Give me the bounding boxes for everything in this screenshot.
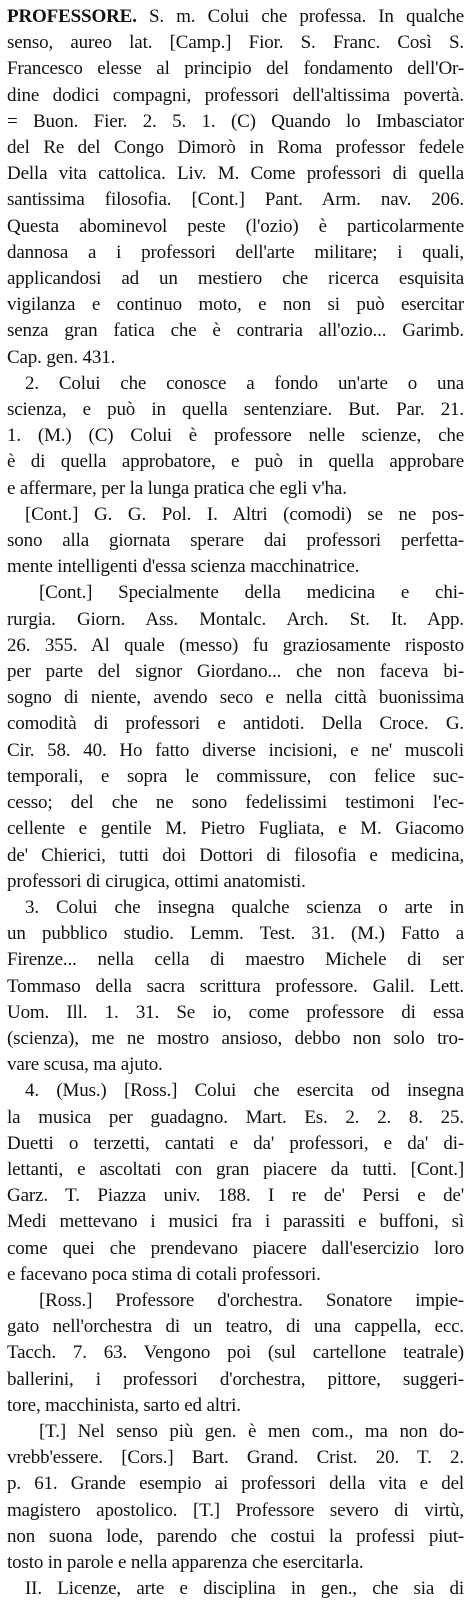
text-line — [7, 4, 464, 30]
text-line — [7, 1026, 464, 1052]
line-text: 26. 355. Al quale (messo) fu graziosamente risposto — [7, 634, 464, 656]
text-line — [7, 502, 464, 528]
text-line — [7, 318, 464, 344]
line-text: Francesco elesse al principio del fondamento dell'Or- — [7, 58, 464, 80]
line-text: Tommaso della sacra scrittura professore. Galil. Lett. — [7, 975, 464, 997]
text-line — [7, 161, 464, 187]
line-text: (scienza), me ne mostro ansioso, debbo non solo tro- — [7, 1027, 464, 1049]
text-line — [7, 974, 464, 1000]
line-text: senza gran fatica che è contraria all'ozio... Garimb. — [7, 320, 464, 342]
line-text: la musica per guadagno. Mart. Es. 2. 2. 8. 25. — [7, 1106, 464, 1128]
text-line — [7, 764, 464, 790]
line-text: Garz. T. Piazza univ. 188. I re de' Persi e de' — [7, 1185, 464, 1207]
line-text: vigilanza e continuo moto, e non si può esercitar — [7, 294, 464, 316]
text-line — [7, 1183, 464, 1209]
line-text: tosto in parole e nella apparenza che esercitarla. — [7, 1551, 364, 1573]
line-text: professori di cirugica, ottimi anatomisti. — [7, 870, 306, 892]
line-text: rurgia. Giorn. Ass. Montalc. Arch. St. It. App. — [7, 608, 464, 630]
line-text: Cap. gen. 431. — [7, 346, 116, 368]
text-line — [7, 266, 464, 292]
text-line — [7, 1498, 464, 1524]
line-text: lettanti, e ascoltati con gran piacere da tutti. [Cont.] — [7, 1158, 464, 1180]
text-line — [7, 371, 464, 397]
line-text: temporali, e sopra le commissure, con felice suc- — [7, 765, 464, 787]
text-line — [7, 685, 464, 711]
text-line — [7, 580, 464, 606]
line-text: sono alla giornata sperare dai professori perfetta- — [7, 530, 464, 552]
line-text: [Cont.] G. G. Pol. I. Altri (comodi) se ne pos- — [25, 503, 464, 525]
line-text: sogno di niente, avendo seco e nella città buonissima — [7, 687, 464, 709]
line-text: Cir. 58. 40. Ho fatto diverse incisioni, e ne' muscoli — [7, 739, 464, 761]
line-text: dine dodici compagni, professori dell'altissima povertà. — [7, 84, 464, 106]
line-text: Medi mettevano i musici fra i parassiti e buffoni, sì — [7, 1211, 464, 1233]
text-line — [7, 1157, 464, 1183]
text-line — [7, 214, 464, 240]
text-line — [7, 921, 464, 947]
line-text: 3. Colui che insegna qualche scienza o arte in — [25, 896, 464, 918]
line-text: del Re del Congo Dimorò in Roma professor fedele — [7, 137, 464, 159]
line-text: e affermare, per la lunga pratica che egli v'ha. — [7, 477, 347, 499]
text-line — [7, 1340, 464, 1366]
line-text: Firenze... nella cella di maestro Michele di ser — [7, 949, 464, 971]
line-text: cesso; del che ne sono fedelissimi testimoni l'ec- — [7, 792, 464, 814]
line-text: non suona lode, parendo che costui la professi piut- — [7, 1525, 464, 1547]
text-line — [7, 869, 464, 895]
text-line — [7, 1209, 464, 1235]
line-text: un pubblico studio. Lemm. Test. 31. (M.) Fatto a — [7, 923, 464, 945]
line-text: 2. Colui che conosce a fondo un'arte o una — [25, 372, 464, 394]
line-text: Questa abominevol peste (l'ozio) è particolarmente — [7, 215, 464, 237]
line-text: Tacch. 7. 63. Vengono poi (sul cartellone teatrale) — [7, 1342, 464, 1364]
line-text: de' Chierici, tutti doi Dottori di filosofia e medicina, — [7, 844, 464, 866]
line-text: mente intelligenti d'essa scienza macchinatrice. — [7, 556, 360, 578]
line-text: magistero apostolico. [T.] Professore severo di virtù, — [7, 1499, 464, 1521]
text-line — [7, 659, 464, 685]
entry-headword: PROFESSORE. — [7, 6, 137, 27]
line-text: = Buon. Fier. 2. 5. 1. (C) Quando lo Imbasciator — [7, 110, 464, 132]
text-line — [7, 738, 464, 764]
text-line — [7, 947, 464, 973]
text-line — [7, 1393, 464, 1419]
text-line — [7, 83, 464, 109]
text-line — [7, 345, 464, 371]
line-text: santissima filosofia. [Cont.] Pant. Arm. nav. 206. — [7, 189, 464, 211]
line-text: dannosa a i professori dell'arte militare; i quali, — [7, 241, 464, 263]
line-text: p. 61. Grande esempio ai professori della vita e del — [7, 1473, 464, 1495]
text-line — [7, 109, 464, 135]
text-line — [7, 1105, 464, 1131]
text-line — [7, 449, 464, 475]
text-line — [7, 1078, 464, 1104]
text-line — [7, 292, 464, 318]
line-text: Della vita cattolica. Liv. M. Come professori di quella — [7, 163, 464, 185]
line-text: Uom. Ill. 1. 31. Se io, come professore di essa — [7, 1001, 464, 1023]
line-text: senso, aureo lat. [Camp.] Fior. S. Franc. Così S. — [7, 32, 464, 54]
line-text: 1. (M.) (C) Colui è professore nelle scienze, che — [7, 425, 464, 447]
line-text: come quei che prendevano piacere dall'esercizio loro — [7, 1237, 464, 1259]
text-line — [7, 1000, 464, 1026]
text-line — [7, 1524, 464, 1550]
line-text: applicandosi ad un mestiero che ricerca esquisita — [7, 268, 464, 290]
text-line — [7, 790, 464, 816]
text-line — [7, 528, 464, 554]
text-line — [7, 1576, 464, 1602]
text-line — [7, 1288, 464, 1314]
text-line — [7, 1052, 464, 1078]
text-line — [7, 1471, 464, 1497]
text-line — [7, 633, 464, 659]
line-text: e facevano poca stima di cotali professori. — [7, 1263, 321, 1285]
text-line — [7, 1367, 464, 1393]
text-line — [7, 711, 464, 737]
line-text: vare scusa, ma ajuto. — [7, 1054, 163, 1076]
text-line — [7, 476, 464, 502]
text-line — [7, 1236, 464, 1262]
line-text: tore, macchinista, sarto ed altri. — [7, 1394, 241, 1416]
line-text: [T.] Nel senso più gen. è men com., ma non do- — [39, 1420, 464, 1442]
text-line — [7, 1550, 464, 1576]
text-line — [7, 1445, 464, 1471]
text-line — [7, 240, 464, 266]
text-line — [7, 187, 464, 213]
text-line — [7, 135, 464, 161]
line-text: II. Licenze, arte e disciplina in gen., che sia di — [25, 1578, 464, 1600]
line-text: [Cont.] Specialmente della medicina e chi- — [39, 582, 464, 604]
line-text: cellente e gentile M. Pietro Fugliata, e M. Giacomo — [7, 818, 464, 840]
line-text: ballerini, i professori d'orchestra, pittore, suggeri- — [7, 1368, 464, 1390]
text-line — [7, 1314, 464, 1340]
text-line — [7, 1419, 464, 1445]
text-line — [7, 1262, 464, 1288]
line-text: S. m. Colui che professa. In qualche — [136, 6, 464, 27]
text-line — [7, 30, 464, 56]
text-line — [7, 423, 464, 449]
text-line — [7, 843, 464, 869]
line-text: comodità di professori e antidoti. Della Croce. G. — [7, 713, 464, 735]
line-text: è di quella approbatore, e può in quella approbare — [7, 451, 464, 473]
line-text: gato nell'orchestra di un teatro, di una cappella, ecc. — [7, 1316, 464, 1338]
text-line — [7, 397, 464, 423]
text-line — [7, 895, 464, 921]
line-text: vrebb'essere. [Cors.] Bart. Grand. Crist. 20. T. 2. — [7, 1447, 464, 1469]
text-line — [7, 554, 464, 580]
text-line — [7, 56, 464, 82]
line-text: [Ross.] Professore d'orchestra. Sonatore impie- — [39, 1289, 464, 1311]
line-text: Duetti o terzetti, cantati e da' professori, e da' di- — [7, 1132, 464, 1154]
text-line — [7, 816, 464, 842]
line-text: 4. (Mus.) [Ross.] Colui che esercita od insegna — [25, 1080, 464, 1102]
text-line — [7, 607, 464, 633]
line-text: per parte del signor Giordano... che non faceva bi- — [7, 661, 464, 683]
text-line — [7, 1131, 464, 1157]
line-text: scienza, e può in quella sentenziare. But. Par. 21. — [7, 399, 464, 421]
